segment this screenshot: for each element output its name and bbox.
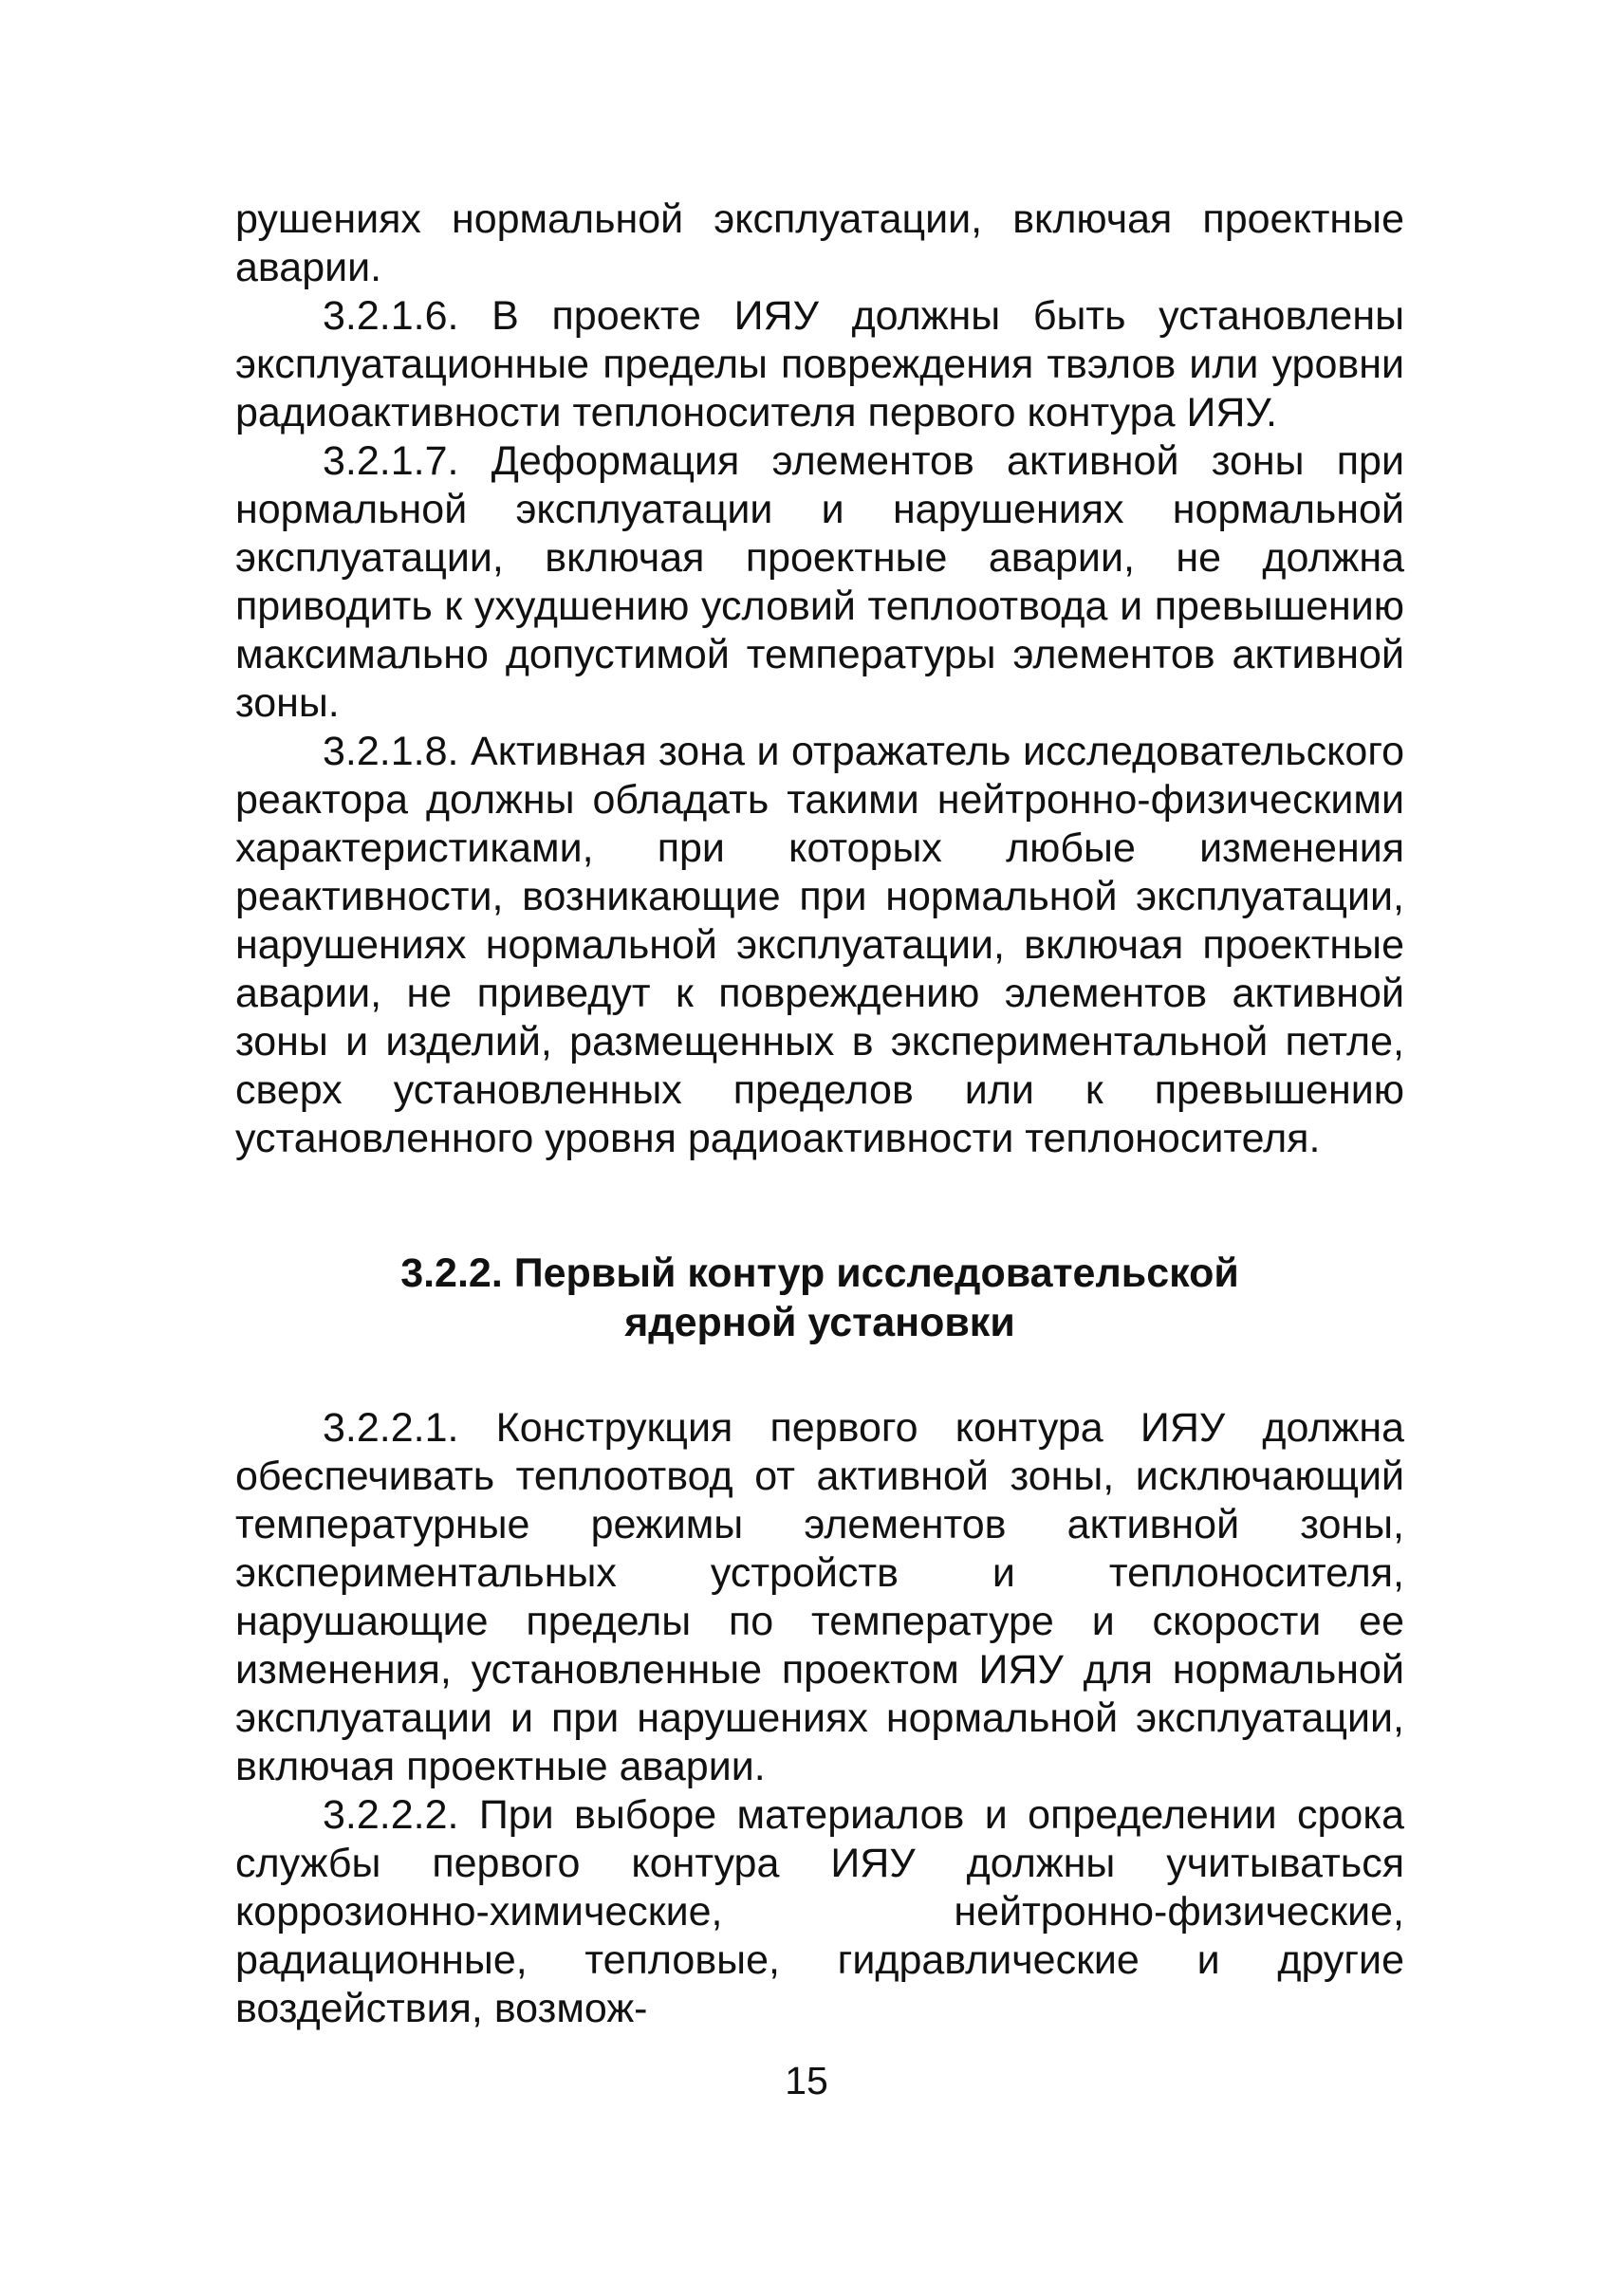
paragraph-continuation: рушениях нормальной эксплуатации, включая проектные аварии.: [235, 196, 1404, 290]
paragraph-3-2-2-2: 3.2.2.2. При выборе материалов и определении срока службы первого контура ИЯУ должны учитываться коррозионно-химические, нейтронно-физические, радиационные, тепловые, гидравлические и другие воздействия, возмож-: [235, 1792, 1404, 2031]
paragraph-3-2-2-1: 3.2.2.1. Конструкция первого контура ИЯУ должна обеспечивать теплоотвод от активной зоны, исключающий температурные режимы элементов активной зоны, экспериментальных устройств и теплоносителя, нарушающие пределы по температуре и скорости ее изменения, установленные проектом ИЯУ для нормальной эксплуатации и при нарушениях нормальной эксплуатации, включая проектные аварии.: [235, 1405, 1404, 1789]
body-text-top: [235, 195, 1404, 1163]
paragraph-3-2-1-8: 3.2.1.8. Активная зона и отражатель исследовательского реактора должны обладать такими нейтронно-физическими характеристиками, при которых любые изменения реактивности, возникающие при нормальной эксплуатации, нарушениях нормальной эксплуатации, включая проектные аварии, не приведут к повреждению элементов активной зоны и изделий, размещенных в экспериментальной петле, сверх установленных пределов или к превышению установленного уровня радиоактивности теплоносителя.: [235, 729, 1404, 1161]
section-heading: [235, 1249, 1404, 1347]
body-text-bottom: [235, 1404, 1404, 2033]
section-heading-line-1: 3.2.2. Первый контур исследовательской: [400, 1250, 1239, 1296]
paragraph-3-2-1-7: 3.2.1.7. Деформация элементов активной зоны при нормальной эксплуатации и нарушениях нормальной эксплуатации, включая проектные аварии, не должна приводить к ухудшению условий теплоотвода и превышению максимально допустимой температуры элементов активной зоны.: [235, 438, 1404, 726]
paragraph-3-2-1-6: 3.2.1.6. В проекте ИЯУ должны быть установлены эксплуатационные пределы повреждения твэлов или уровни радиоактивности теплоносителя первого контура ИЯУ.: [235, 293, 1404, 435]
page-number: 15: [785, 2059, 828, 2102]
section-heading-line-2: ядерной установки: [624, 1300, 1015, 1345]
